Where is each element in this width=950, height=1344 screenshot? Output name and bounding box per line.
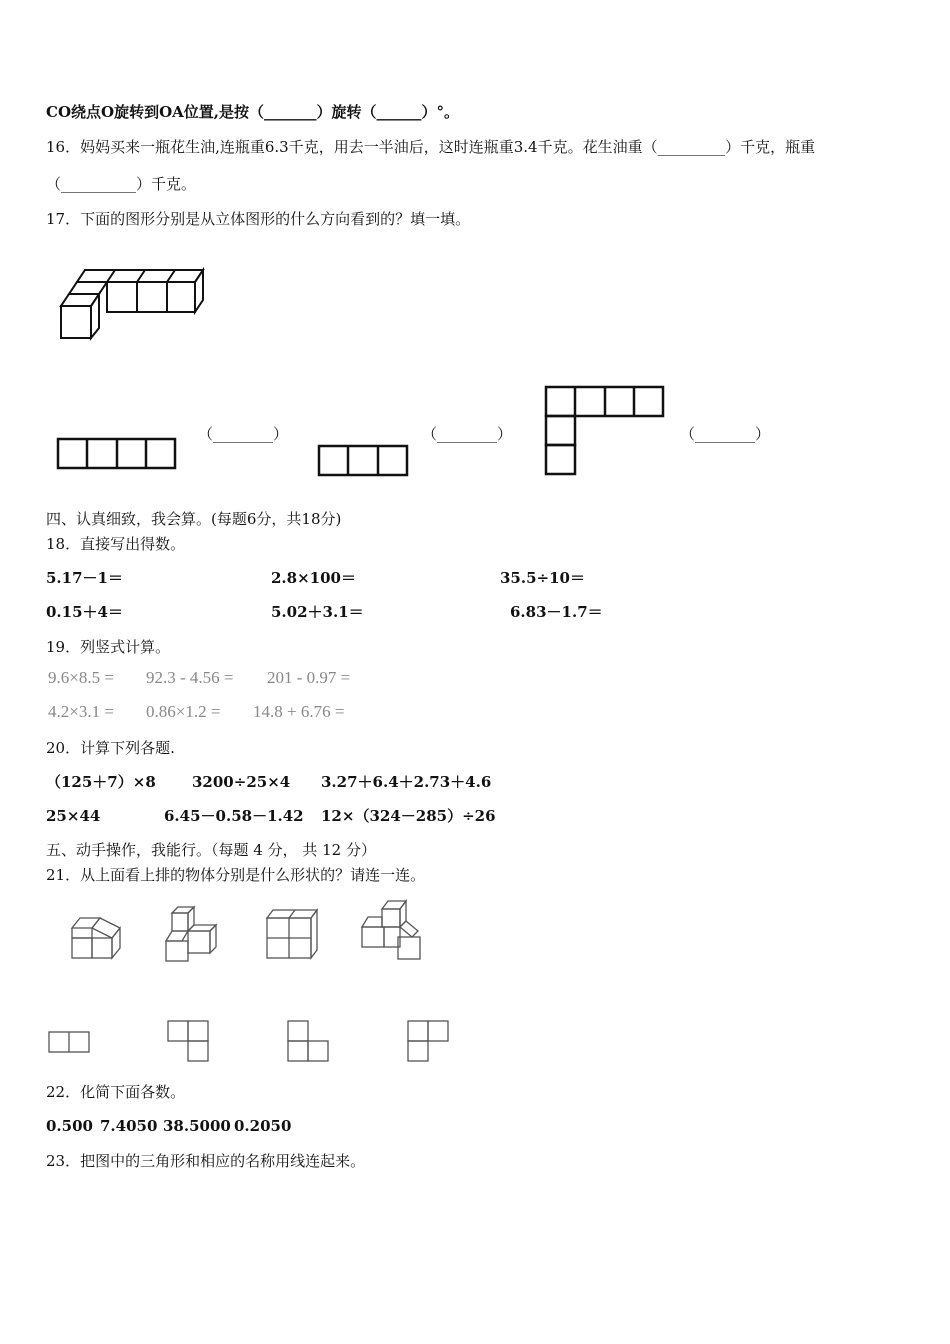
q22-number: 0.500 [46,1117,93,1135]
section5-title: 五、动手操作，我能行。（每题 4 分， 共 12 分） [46,841,376,859]
q17-view-four-squares [56,437,178,471]
q18-item: 5.02＋3.1＝ [271,603,364,621]
q19-item: 14.8 + 6.76 = [253,702,345,721]
q18-item: 0.15＋4＝ [46,603,123,621]
q21-shape-a [47,1030,91,1054]
q17-blank-1[interactable]: （________） [198,425,289,443]
q22-number: 7.4050 [100,1117,158,1135]
q19-item: 0.86×1.2 = [146,702,221,721]
q17-3d-cube-figure [55,266,207,344]
q21-object-2 [160,903,226,965]
q20-title: 20．计算下列各题. [46,739,175,757]
section4-title: 四、认真细致，我会算。(每题6分，共18分) [46,510,342,528]
q19-item: 92.3 - 4.56 = [146,668,234,687]
q21-shape-b [166,1019,212,1063]
q20-item: 3200÷25×4 [192,773,291,791]
q21-object-3 [263,906,323,962]
q20-item: （125＋7）×8 [46,773,156,791]
q17-blank-2[interactable]: （________） [422,425,513,443]
q18-title: 18．直接写出得数。 [46,535,186,553]
q20-item: 3.27＋6.4＋2.73＋4.6 [321,773,492,791]
q22-title: 22．化简下面各数。 [46,1083,186,1101]
q17-blank-3[interactable]: （________） [680,425,771,443]
q23-title: 23．把图中的三角形和相应的名称用线连起来。 [46,1152,366,1170]
q19-item: 9.6×8.5 = [48,668,114,687]
q19-item: 201 - 0.97 = [267,668,351,687]
q21-object-4 [358,897,426,963]
q21-shape-d [406,1019,452,1063]
q18-item: 6.83－1.7＝ [510,603,603,621]
q16-text-line1: 16．妈妈买来一瓶花生油,连瓶重6.3千克，用去一半油后，这时连瓶重3.4千克。花生油重（_________）千克，瓶重 [46,138,816,156]
q15-text: CO绕点O旋转到OA位置,是按（_______）旋转（______）°。 [46,103,459,121]
q22-number: 0.2050 [234,1117,292,1135]
q21-shape-c [286,1019,332,1063]
q21-title: 21．从上面看上排的物体分别是什么形状的？请连一连。 [46,866,426,884]
q22-number: 38.5000 [163,1117,231,1135]
q17-title: 17．下面的图形分别是从立体图形的什么方向看到的？填一填。 [46,210,471,228]
q17-view-three-squares [317,444,410,478]
q18-item: 35.5÷10＝ [500,569,585,587]
q19-item: 4.2×3.1 = [48,702,114,721]
q17-view-l-shape [544,385,666,477]
q20-item: 6.45－0.58－1.42 [164,807,304,825]
q19-title: 19．列竖式计算。 [46,638,171,656]
q21-object-1 [66,914,126,962]
q18-item: 2.8×100＝ [271,569,356,587]
q16-text-line2: （__________）千克。 [46,175,197,193]
q20-item: 25×44 [46,807,101,825]
q18-item: 5.17－1＝ [46,569,123,587]
q20-item: 12×（324－285）÷26 [321,807,496,825]
